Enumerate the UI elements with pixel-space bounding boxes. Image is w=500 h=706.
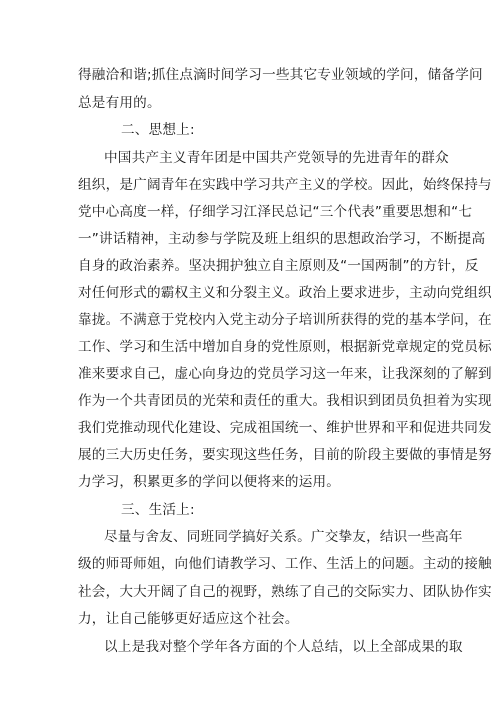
text-line: 对任何形式的霸权主义和分裂主义。政治上要求进步，主动向党组织 (78, 285, 492, 301)
text-line: 展的三大历史任务，要实现这些任务，目前的阶段主要做的事情是努 (78, 447, 492, 463)
text-line: 组织，是广阔青年在实践中学习共产主义的学校。因此，始终保持与 (78, 177, 492, 193)
text-line: 力学习，积累更多的学问以便将来的运用。 (78, 474, 341, 490)
text-line: 一”讲话精神，主动参与学院及班上组织的思想政治学习，不断提高 (78, 231, 486, 247)
section-heading: 二、思想上: (121, 122, 195, 138)
text-line: 靠拢。不满意于党校内入党主动分子培训所获得的党的基本学问，在 (78, 312, 492, 328)
text-line: 工作、学习和生活中增加自身的党性原则，根据新党章规定的党员标 (78, 339, 492, 355)
text-line: 作为一个共青团员的光荣和责任的重大。我相识到团员负担着为实现 (78, 393, 492, 409)
text-line: 尽量与舍友、同班同学搞好关系。广交挚友，结识一些高年 (104, 529, 463, 545)
text-line: 准来要求自己，虚心向身边的党员学习这一年来，让我深刻的了解到 (78, 366, 492, 382)
text-line: 以上是我对整个学年各方面的个人总结，以上全部成果的取 (104, 639, 463, 655)
text-line: 党中心高度一样，仔细学习江泽民总记“三个代表”重要思想和“七 (78, 204, 473, 220)
text-line: 我们党推动现代化建设、完成祖国统一、维护世界和平和促进共同发 (78, 420, 492, 436)
text-line: 自身的政治素养。坚决拥护独立自主原则及“一国两制”的方针，反 (78, 258, 479, 274)
text-line: 得融洽和谐;抓住点滴时间学习一些其它专业领域的学问，储备学问 (78, 67, 483, 83)
section-heading: 三、生活上: (121, 502, 195, 518)
text-line: 级的师哥师姐，向他们请教学习、工作、生活上的问题。主动的接触 (78, 556, 492, 572)
text-line: 中国共产主义青年团是中国共产党领导的先进青年的群众 (104, 150, 449, 166)
text-line: 总是有用的。 (78, 95, 161, 111)
text-line: 社会，大大开阔了自己的视野，熟练了自己的交际实力、团队协作实 (78, 584, 492, 600)
text-line: 力，让自己能够更好适应这个社会。 (78, 611, 299, 627)
